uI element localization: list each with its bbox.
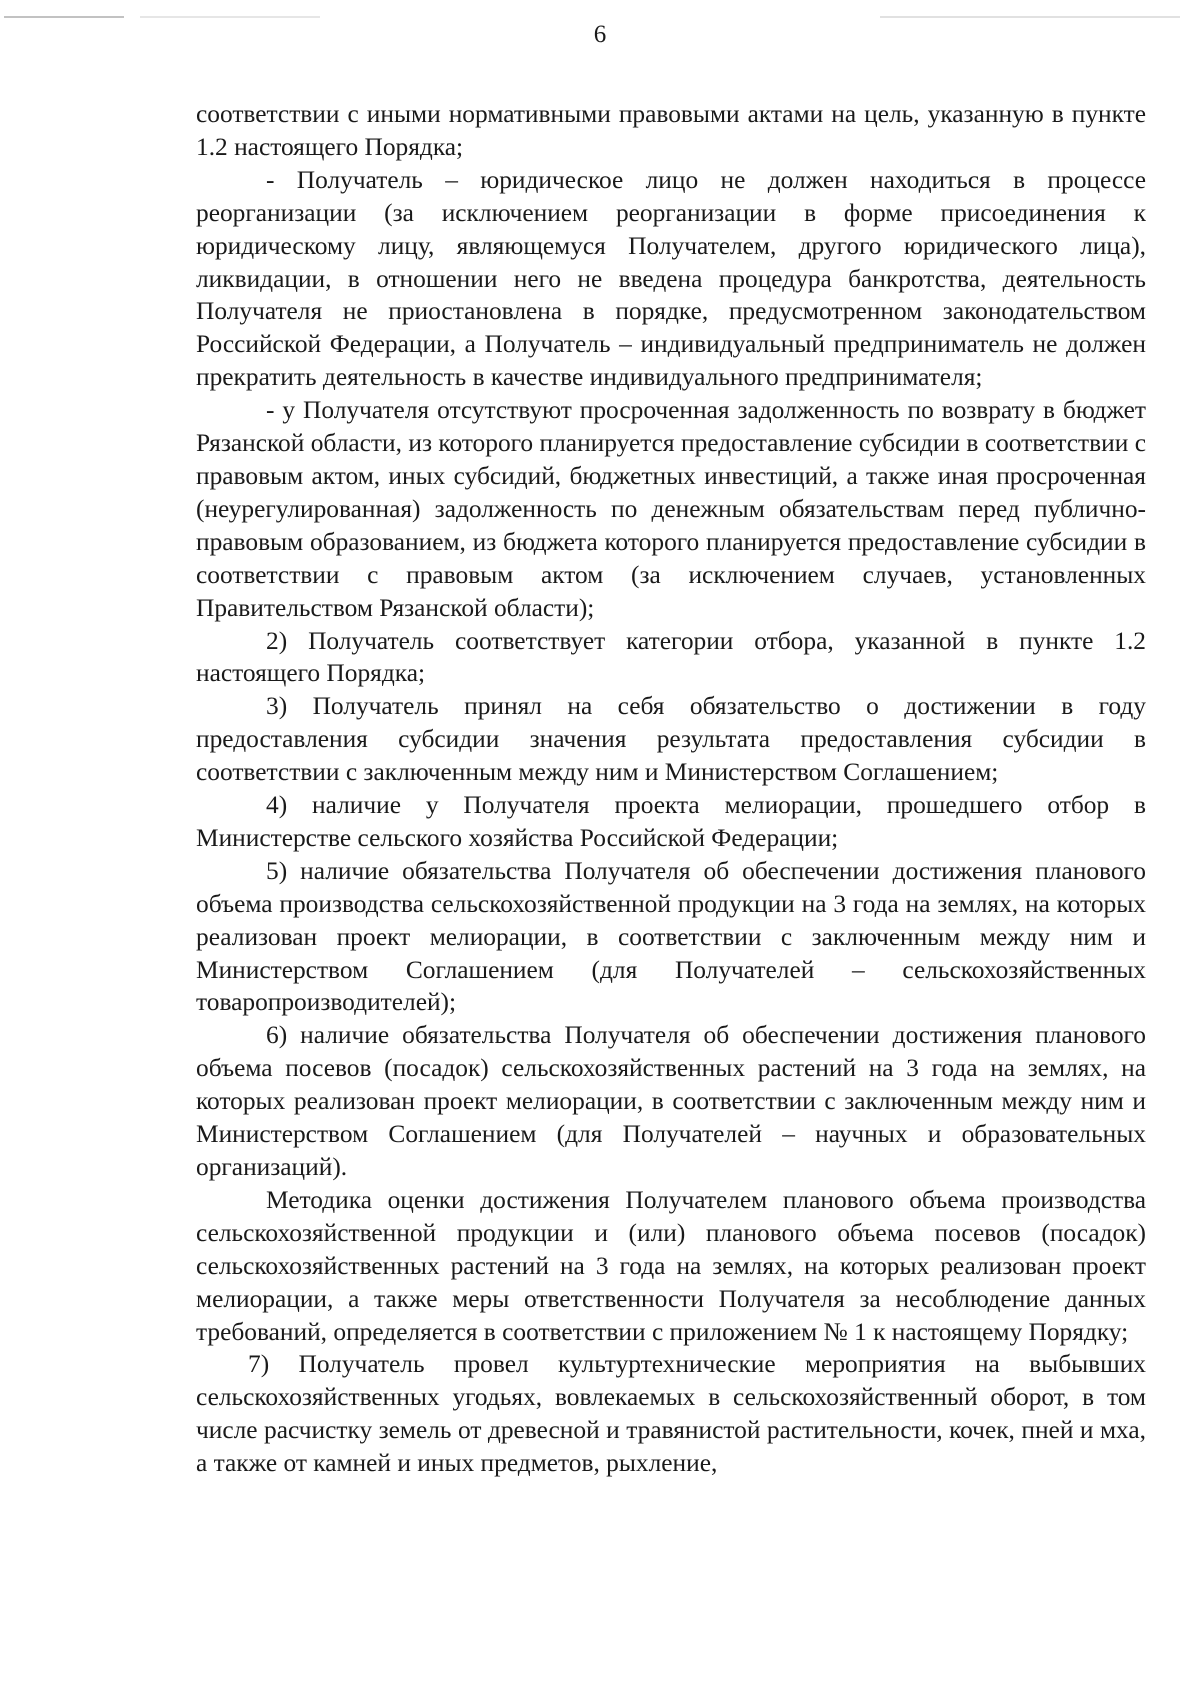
paragraph-legal-entity-requirement: - Получатель – юридическое лицо не должен находиться в процессе реорганизации (за исключением реорганизации в форме присоединения к юридическому лицу, являющемуся Получателем, другого юридического лица), ликвидации, в отношении него не введена процедура банкротства, деятельность Получателя не приостановлена в порядке, предусмотренном законодательством Российской Федерации, а Получатель – индивидуальный предприниматель не должен прекратить деятельность в качестве индивидуального предпринимателя; <box>196 165 1146 392</box>
scan-artifact-left <box>4 16 124 18</box>
paragraph-no-overdue-debt: - у Получателя отсутствуют просроченная задолженность по возврату в бюджет Рязанской области, из которого планируется предоставление субсидии в соответствии с правовым актом, иных субсидий, бюджетных инвестиций, а также иная просроченная (неурегулированная) задолженность по денежным обязательствам перед публично-правовым образованием, из бюджета которого планируется предоставление субсидии в соответствии с правовым актом (за исключением случаев, установленных Правительством Рязанской области); <box>196 396 1146 622</box>
scan-artifact-left-2 <box>140 16 320 18</box>
paragraph-item-3: 3) Получатель принял на себя обязательство о достижении в году предоставления субсидии значения результата предоставления субсидии в соответствии с заключенным между ним и Министерством Соглашением; <box>196 692 1146 787</box>
paragraph-continuation: соответствии с иными нормативными правовыми актами на цель, указанную в пункте 1.2 настоящего Порядка; <box>196 100 1146 161</box>
page-number: 6 <box>593 21 607 48</box>
paragraph-item-7: 7) Получатель провел культуртехнические мероприятия на выбывших сельскохозяйственных угодьях, вовлекаемых в сельскохозяйственный оборот, в том числе расчистку земель от древесной и травянистой растительности, кочек, пней и мха, а также от камней и иных предметов, рыхление, <box>196 1350 1146 1478</box>
paragraph-item-5: 5) наличие обязательства Получателя об обеспечении достижения планового объема производства сельскохозяйственной продукции на 3 года на землях, на которых реализован проект мелиорации, в соответствии с заключенным между ним и Министерством Соглашением (для Получателей – сельскохозяйственных товаропроизводителей); <box>196 856 1146 1017</box>
paragraph-item-2: 2) Получатель соответствует категории отбора, указанной в пункте 1.2 настоящего Порядка; <box>196 626 1146 688</box>
paragraph-methodology: Методика оценки достижения Получателем планового объема производства сельскохозяйственной продукции и (или) планового объема посевов (посадок) сельскохозяйственных растений на 3 года на землях, на которых реализован проект мелиорации, а также меры ответственности Получателя за несоблюдение данных требований, определяется в соответствии с приложением № 1 к настоящему Порядку; <box>196 1185 1146 1346</box>
paragraph-item-6: 6) наличие обязательства Получателя об обеспечении достижения планового объема посевов (посадок) сельскохозяйственных растений на 3 года на землях, на которых реализован проект мелиорации, в соответствии с заключенным между ним и Министерством Соглашением (для Получателей – научных и образовательных организаций). <box>196 1021 1146 1181</box>
document-body <box>196 98 1146 1480</box>
paragraph-item-4: 4) наличие у Получателя проекта мелиорации, прошедшего отбор в Министерстве сельского хозяйства Российской Федерации; <box>196 791 1146 852</box>
scan-artifact-right <box>880 16 1180 18</box>
